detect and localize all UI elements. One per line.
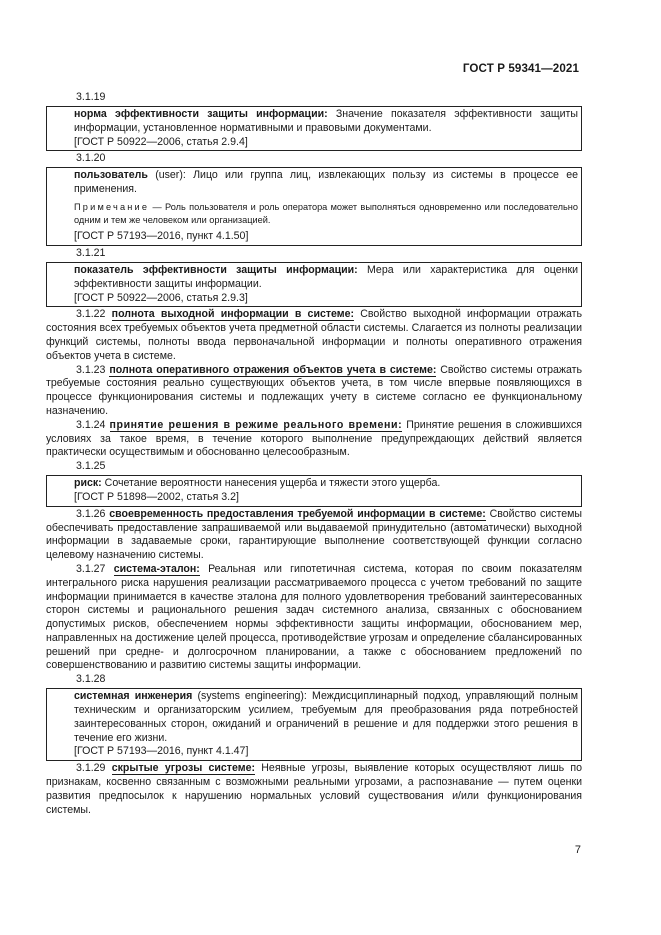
- term-definition: [74, 690, 578, 745]
- term-number: 3.1.20: [76, 152, 106, 165]
- term-name: норма эффективности защиты информации:: [74, 108, 328, 120]
- term-name: система-эталон:: [113, 562, 200, 575]
- term-paragraph: [46, 308, 582, 363]
- term-number: 3.1.24: [76, 418, 106, 431]
- term-reference: [ГОСТ Р 51898—2002, статья 3.2]: [74, 490, 239, 503]
- term-number: 3.1.29: [76, 762, 106, 775]
- page-number: 7: [574, 844, 581, 856]
- term-definition-text: (systems engineering): Междисциплинарный подход, управляющий полным техническим и организаторским усилием, требуемым для преобразования ряда потребностей заинтересованных сторон, ожиданий и ограничений в решение и для поддержки этого решения в течение его жизни.: [74, 690, 579, 744]
- term-definition: [74, 264, 578, 292]
- standard-header: ГОСТ Р 59341—2021: [462, 62, 579, 75]
- term-number: 3.1.26: [76, 507, 106, 520]
- term-paragraph: [46, 563, 582, 673]
- term-reference: [ГОСТ Р 57193—2016, пункт 4.1.47]: [74, 745, 249, 758]
- term-reference: [ГОСТ Р 57193—2016, пункт 4.1.50]: [74, 230, 249, 243]
- terms-section: [46, 91, 582, 817]
- term-number: 3.1.28: [76, 673, 106, 686]
- term-text: Неявные угрозы, выявление которых осуществляют лишь по признакам, косвенно связанным с возможными реальными угрозами, а распознавание — путем оценки развития предпосылок к нарушению нормальных условий существования и/или функционирования системы.: [46, 762, 583, 816]
- term-paragraph: [46, 364, 582, 419]
- term-name: полнота оперативного отражения объектов учета в системе:: [109, 363, 437, 376]
- term-reference: [ГОСТ Р 50922—2006, статья 2.9.3]: [74, 291, 248, 304]
- term-text: Свойство выходной информации отражать состояния всех требуемых объектов учета предметной области системы. Слагается из полноты реализации функций системы, полноты ввода первоначальной информации и полноты оперативного отражения объектов учета в системе.: [46, 308, 582, 362]
- note-text: — Роль пользователя и роль оператора может выполняться одновременно или последовательно одним и тем же человеком или организацией.: [74, 201, 578, 225]
- term-number: 3.1.25: [76, 460, 106, 473]
- term-name: показатель эффективности защиты информации:: [74, 263, 358, 276]
- term-number: 3.1.22: [76, 308, 106, 321]
- term-paragraph: [46, 419, 582, 460]
- term-name: системная инженерия: [74, 690, 193, 703]
- term-definition: [74, 477, 578, 491]
- term-number: 3.1.21: [76, 246, 106, 259]
- term-name: скрытые угрозы системе:: [111, 762, 256, 775]
- term-note: [74, 201, 578, 226]
- term-name: своевременность предоставления требуемой информации в системе:: [109, 507, 486, 520]
- term-definition-box: [46, 167, 582, 246]
- term-reference: [ГОСТ Р 50922—2006, статья 2.9.4]: [74, 135, 248, 148]
- term-definition: [74, 108, 578, 136]
- term-text: Реальная или гипотетичная система, которая по своим показателям интегрального риска нарушения реализации рассматриваемого процесса с учетом требований по защите информации принимается в качестве эталона для полного удовлетворения требований заинтересованных сторон системы и рационального решения задач системного анализа, связанных с обоснованием допустимых рисков, обеспечением нормы эффективности защиты информации, обоснованием мер, направленных на достижение целей процесса, противодействие угрозам и определение сбалансированных решений при средне- и долгосрочном планировании, а также с обоснованием предложений по совершенствованию и развитию системы защиты информации.: [46, 562, 582, 672]
- term-text: Принятие решения в сложившихся условиях за такое время, в течение которого выполнение предупреждающих действий является практически осуществимым и обоснованно целесообразным.: [46, 418, 582, 459]
- term-name: пользователь: [74, 169, 148, 182]
- term-paragraph: [46, 508, 582, 563]
- term-definition-text: (user): Лицо или группа лиц, извлекающих пользу из системы в процессе ее применения.: [74, 169, 578, 196]
- term-text: Свойство системы отражать требуемые состояния реально существующих объектов учета, в том числе впервые появляющихся в процессе функционирования системы и подлежащих учету в системе согласно ее функциональному назначению.: [46, 363, 582, 417]
- term-definition-text: Значение показателя эффективности защиты информации, установленное нормативными и правовыми документами.: [74, 108, 578, 134]
- note-label: Примечание: [74, 201, 150, 212]
- term-name: риск:: [74, 477, 102, 490]
- term-number: 3.1.27: [76, 562, 106, 575]
- term-definition-box: [46, 262, 582, 307]
- term-name: полнота выходной информации в системе:: [111, 308, 355, 321]
- term-paragraph: [46, 762, 582, 817]
- term-definition-box: [46, 106, 582, 151]
- term-definition: [74, 169, 578, 197]
- term-definition-box: [46, 475, 582, 507]
- term-number: 3.1.23: [76, 363, 106, 376]
- term-text: Свойство системы обеспечивать предоставление запрашиваемой или выдаваемой принудительно (автоматически) выходной информации в задаваемые сроки, гарантирующие выполнение соответствующей функции согласно целевому назначению системы.: [46, 507, 582, 562]
- term-definition-text: Мера или характеристика для оценки эффективности защиты информации.: [74, 263, 578, 290]
- term-definition-box: [46, 688, 582, 761]
- term-name: принятие решения в режиме реального времени:: [109, 418, 403, 431]
- term-number: 3.1.19: [76, 91, 106, 103]
- term-definition-text: Сочетание вероятности нанесения ущерба и тяжести этого ущерба.: [101, 477, 441, 490]
